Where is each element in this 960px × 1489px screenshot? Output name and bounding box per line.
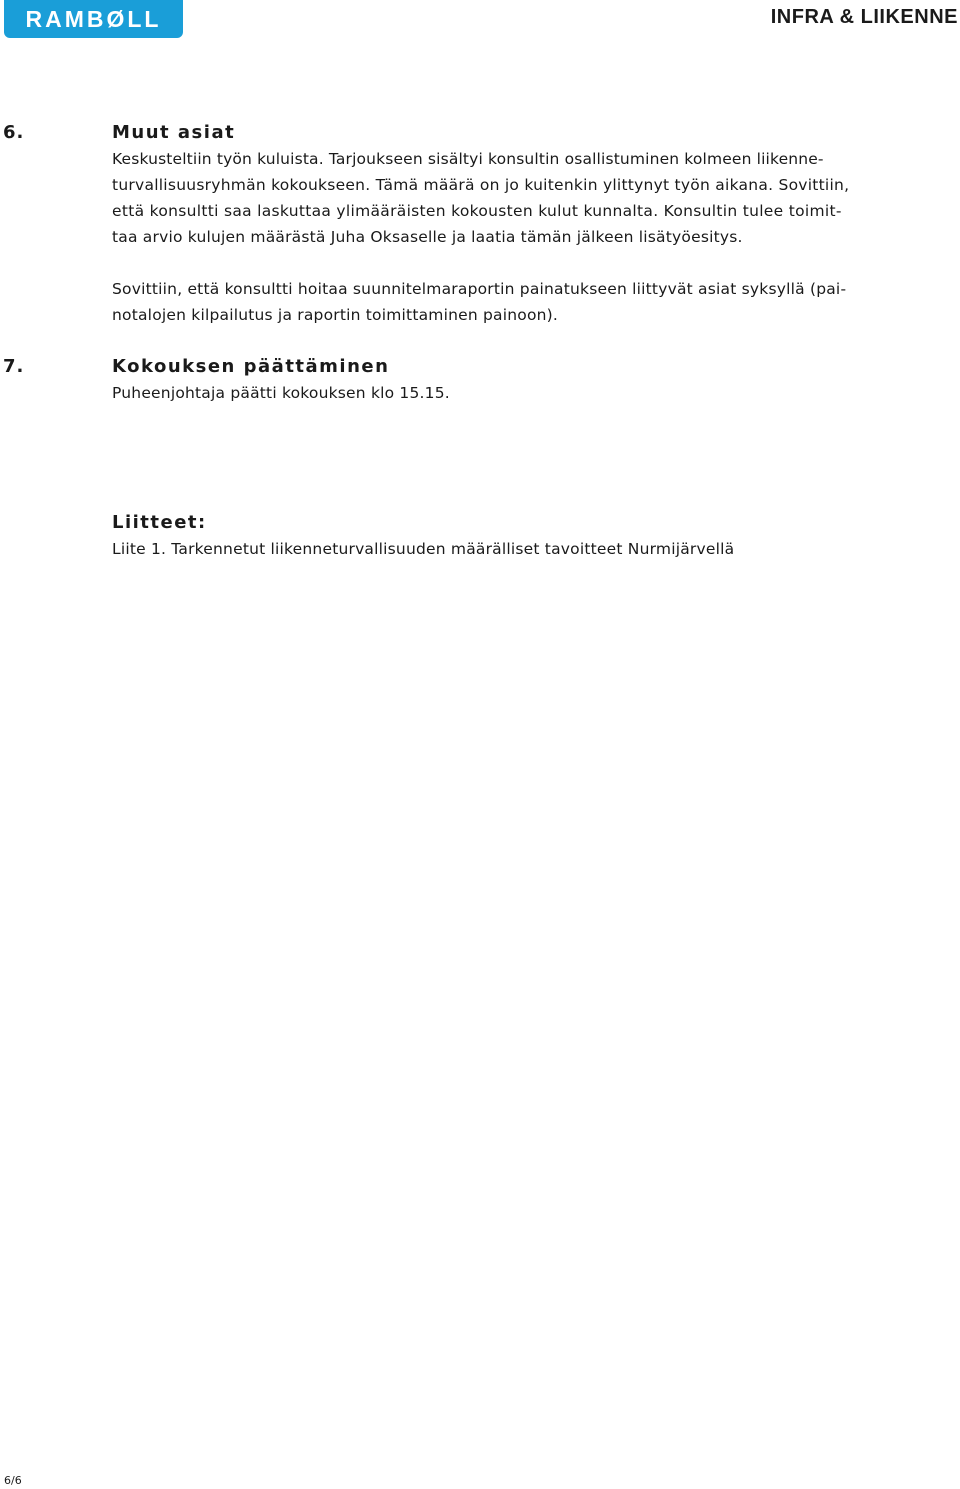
text-line: että konsultti saa laskuttaa ylimääräisten kokousten kulut kunnalta. Konsultin tulee toimit-	[112, 202, 842, 220]
attachments-heading: Liitteet:	[112, 512, 207, 533]
text-line: taa arvio kulujen määrästä Juha Oksaselle ja laatia tämän jälkeen lisätyöesitys.	[112, 228, 743, 246]
logo-text: RAMBØLL	[25, 6, 162, 32]
text-line: notalojen kilpailutus ja raportin toimittaminen painoon).	[112, 306, 559, 324]
text-line: Sovittiin, että konsultti hoitaa suunnitelmaraportin painatukseen liittyvät asiat syksyllä (pai-	[112, 280, 847, 298]
section-title: Kokouksen päättäminen	[112, 356, 390, 377]
text-line: Puheenjohtaja päätti kokouksen klo 15.15.	[112, 384, 450, 402]
text-line: Keskusteltiin työn kuluista. Tarjoukseen sisältyi konsultin osallistuminen kolmeen liikenne-	[112, 150, 824, 168]
text-line: turvallisuusryhmän kokoukseen. Tämä määrä on jo kuitenkin ylittynyt työn aikana. Sovittiin,	[112, 176, 850, 194]
section-title: Muut asiat	[112, 122, 236, 143]
attachment-item: Liite 1. Tarkennetut liikenneturvallisuuden määrälliset tavoitteet Nurmijärvellä	[112, 540, 735, 558]
ramboll-logo	[4, 0, 183, 38]
division-name: INFRA & LIIKENNE	[770, 6, 958, 28]
page-number: 6/6	[4, 1474, 22, 1487]
section-number: 6.	[3, 122, 25, 143]
section-number: 7.	[3, 356, 25, 377]
